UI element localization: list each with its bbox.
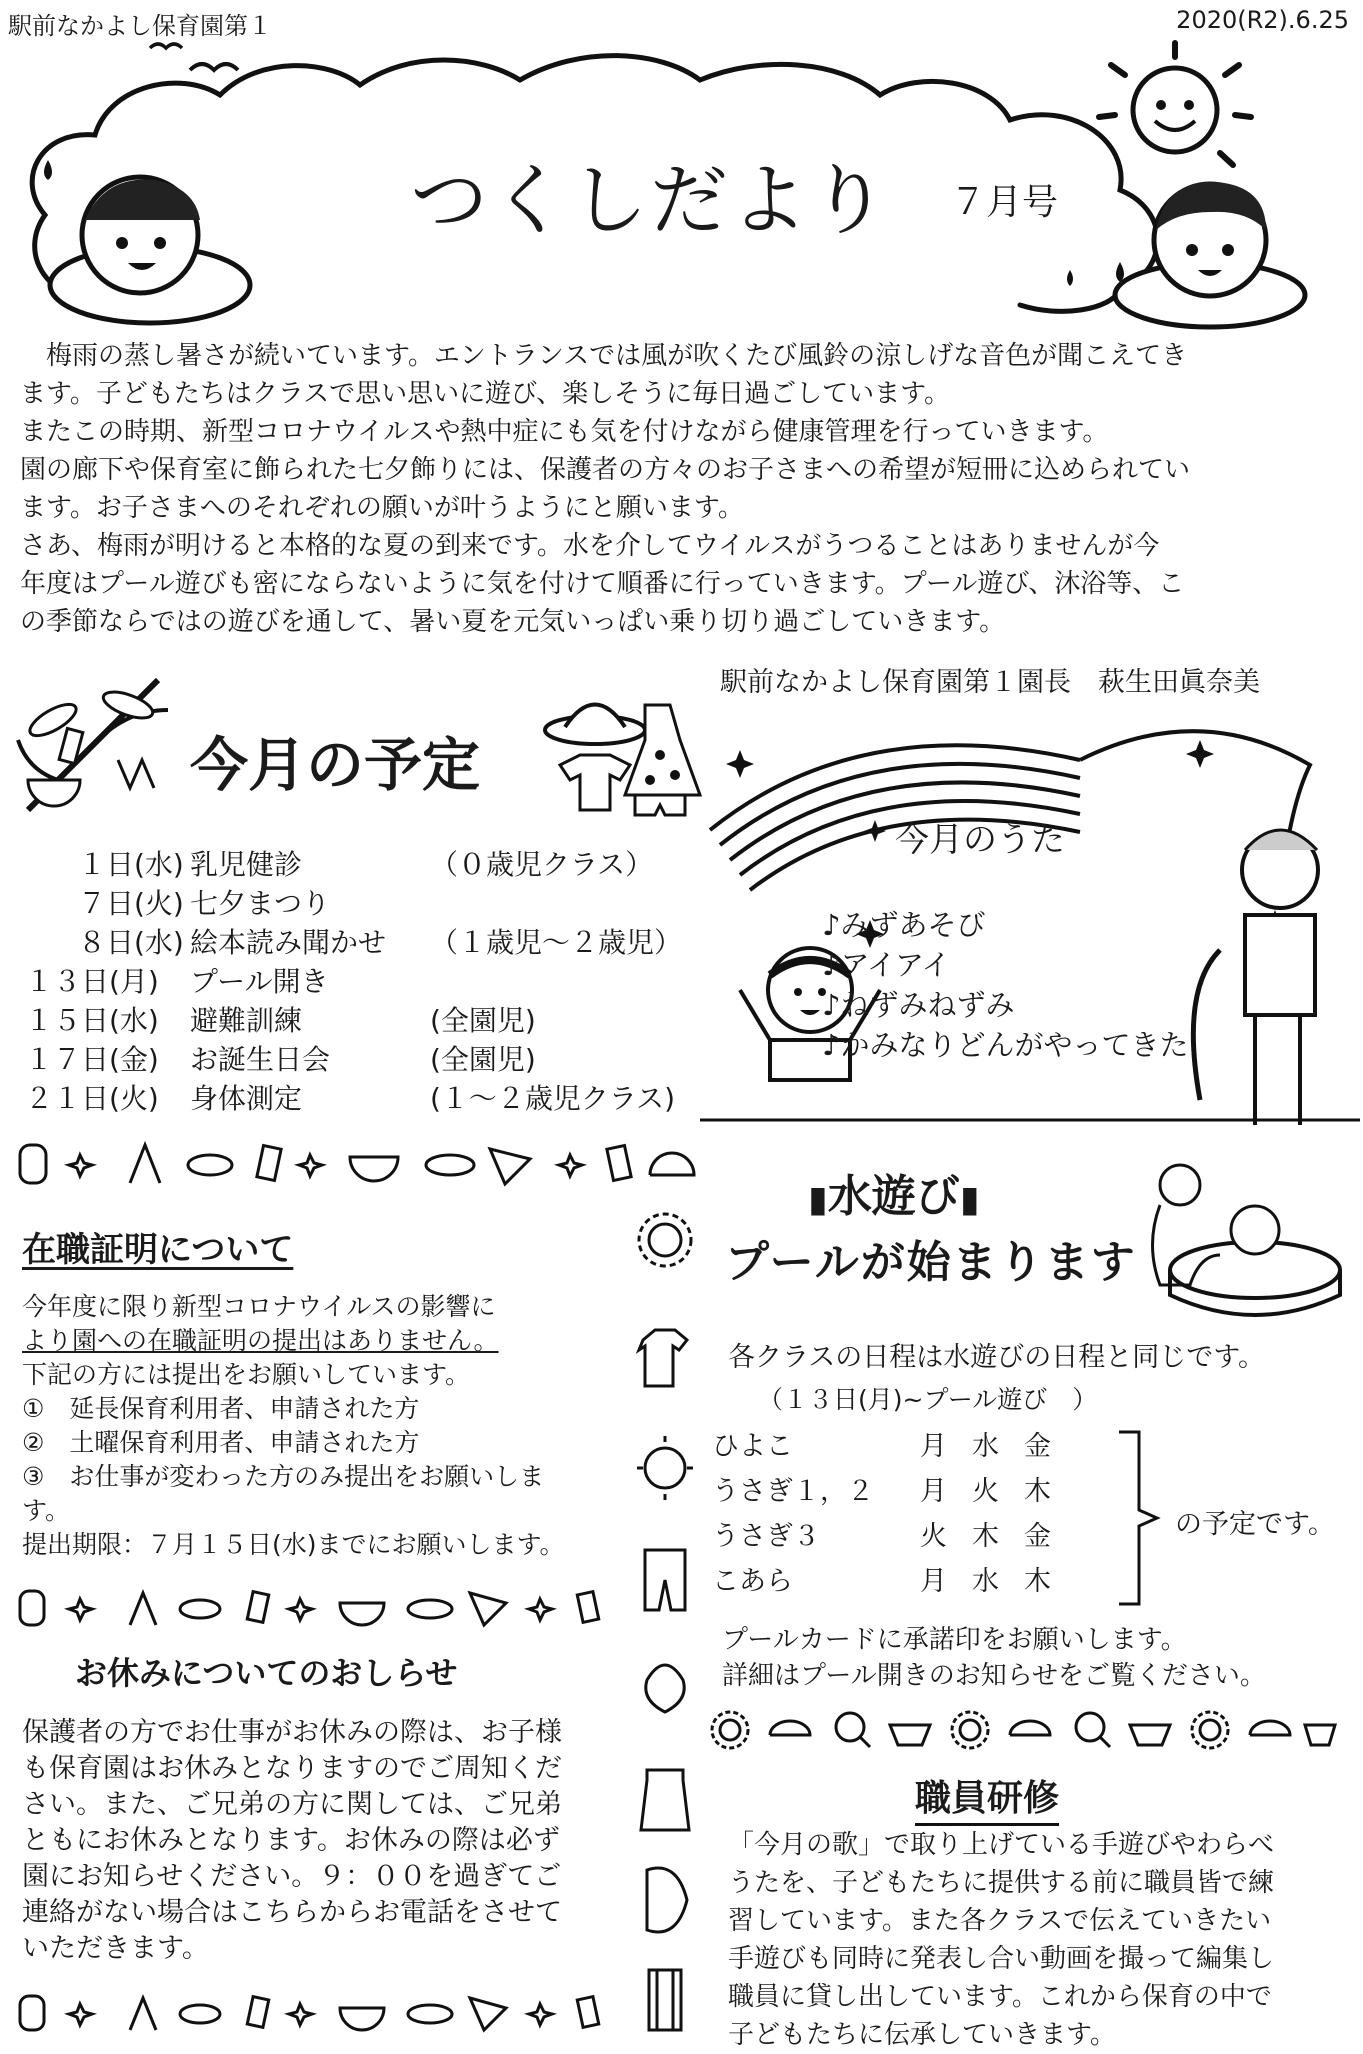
employment-cert-heading: 在職証明について xyxy=(22,1230,294,1270)
pool-schedule-sub: （１３日(月)~プール遊び ） xyxy=(758,1385,1098,1414)
employment-line: 今年度に限り新型コロナウイルスの影響に xyxy=(22,1292,496,1321)
issue-label: ７月号 xyxy=(950,182,1059,223)
event-date: １５日(水) xyxy=(25,1004,159,1037)
event-name: 乳児健診 xyxy=(190,848,303,881)
schedule-event xyxy=(50,845,653,885)
staff-line: うたを、子どもたちに提供する前に職員皆で練 xyxy=(728,1868,1275,1898)
class-day: 月 xyxy=(920,1566,947,1597)
water-play-heading xyxy=(808,1160,980,1224)
holiday-line: も保育園はお休みとなりますのでご周知くだ xyxy=(22,1753,562,1784)
issue-date: 2020(R2).6.25 xyxy=(1176,6,1349,34)
holiday-line: 園にお知らせください。９：００を過ぎてご xyxy=(22,1861,562,1892)
event-date: １３日(月) xyxy=(25,965,159,998)
event-name: 七夕まつり xyxy=(190,887,331,920)
pool-footer-notes xyxy=(722,1622,1266,1694)
event-note: （０歳児クラス） xyxy=(430,848,654,881)
pool-icons-border xyxy=(700,1705,1340,1755)
employment-line: ③ お仕事が変わった方のみ提出をお願いしま xyxy=(22,1462,545,1491)
summer-clothes-illustration xyxy=(540,685,710,815)
schedule-event xyxy=(50,884,430,924)
class-name: うさぎ１，２ xyxy=(712,1476,874,1507)
class-day: 木 xyxy=(1024,1476,1051,1507)
staff-line: 子どもたちに伝承していきます。 xyxy=(728,2020,1116,2050)
summer-icons-border xyxy=(10,1990,630,2040)
employment-line: ② 土曜保育利用者、申請された方 xyxy=(22,1428,420,1457)
songs-heading: 今月のうた xyxy=(895,820,1065,860)
employment-cert-body xyxy=(22,1290,632,1562)
event-name: プール開き xyxy=(190,965,329,998)
class-day: 月 xyxy=(920,1431,947,1462)
event-note: (１～２歳児クラス) xyxy=(430,1082,676,1115)
pool-class-row xyxy=(712,1470,1051,1514)
class-name: こあら xyxy=(712,1566,793,1597)
intro-line: 梅雨の蒸し暑さが続いています。エントランスでは風が吹くたび風鈴の涼しげな音色が聞こえてき xyxy=(20,341,1188,371)
holiday-line: 保護者の方でお仕事がお休みの際は、お子様 xyxy=(22,1717,562,1748)
event-name: 身体測定 xyxy=(190,1082,303,1115)
songs-list xyxy=(822,905,1189,1065)
pool-start-heading: プールが始まります xyxy=(725,1237,1137,1288)
schedule-event xyxy=(25,1001,536,1041)
song-item: ♪ねずみねずみ xyxy=(822,988,1015,1022)
event-date: ８日(水) xyxy=(50,926,184,959)
water-play-title: 水遊び xyxy=(827,1171,960,1222)
event-name: お誕生日会 xyxy=(190,1043,331,1076)
song-item: ♪アイアイ xyxy=(822,948,951,982)
employment-line: す。 xyxy=(22,1496,71,1525)
class-day: 水 xyxy=(972,1566,999,1597)
schedule-heading: 今月の予定 xyxy=(190,731,481,799)
intro-line: ます。子どもたちはクラスで思い思いに遊び、楽しそうに毎日過ごしています。 xyxy=(20,379,951,409)
class-name: うさぎ３ xyxy=(712,1521,820,1552)
class-day: 木 xyxy=(972,1521,999,1552)
summer-icons-border xyxy=(10,1135,700,1195)
event-note: (全園児) xyxy=(430,1004,536,1037)
child-in-pool-illustration xyxy=(1135,1150,1345,1320)
employment-line: ① 延長保育利用者、申請された方 xyxy=(22,1394,420,1423)
employment-line: 下記の方には提出をお願いしています。 xyxy=(22,1360,471,1389)
holiday-line: 連絡がない場合はこちらからお電話をさせて xyxy=(22,1897,562,1928)
class-day: 金 xyxy=(1024,1431,1051,1462)
pool-class-row xyxy=(712,1560,1051,1604)
schedule-event xyxy=(25,1079,675,1119)
org-name: 駅前なかよし保育園第１ xyxy=(8,12,272,40)
summer-icons-border xyxy=(10,1585,630,1635)
event-date: ２１日(火) xyxy=(25,1082,159,1115)
class-day: 月 xyxy=(920,1476,947,1507)
holiday-line: ともにお休みとなります。お休みの際は必ず xyxy=(22,1825,560,1856)
class-name: ひよこ xyxy=(712,1431,793,1462)
staff-line: 習しています。また各クラスで伝えていきたい xyxy=(728,1906,1272,1936)
staff-line: 手遊びも同時に発表し合い動画を撮って編集し xyxy=(728,1944,1275,1974)
song-item: ♪かみなりどんがやってきた xyxy=(822,1028,1189,1062)
intro-line: 年度はプール遊びも密にならないように気を付けて順番に行っていきます。プール遊び、沐浴等、こ xyxy=(20,569,1185,599)
pool-footer-line: 詳細はプール開きのお知らせをご覧ください。 xyxy=(722,1661,1266,1691)
pool-class-row xyxy=(712,1515,1051,1559)
child-swim-ring-right-illustration xyxy=(1110,170,1310,330)
child-swim-ring-left-illustration xyxy=(40,165,260,330)
tanabata-bamboo-illustration xyxy=(8,660,178,820)
swimsuit-icon: ▮ xyxy=(959,1179,980,1220)
event-date: ７日(火) xyxy=(50,887,184,920)
swimsuit-icon: ▮ xyxy=(808,1179,828,1220)
employment-line: 提出期限：７月１５日(水)までにお願いします。 xyxy=(22,1530,565,1559)
holiday-line: いただきます。 xyxy=(22,1933,209,1964)
event-name: 避難訓練 xyxy=(190,1004,303,1037)
pool-plan-note: の予定です。 xyxy=(1175,1509,1335,1540)
class-day: 火 xyxy=(972,1476,999,1507)
class-day: 水 xyxy=(972,1431,999,1462)
schedule-event xyxy=(25,962,430,1002)
staff-training-body xyxy=(728,1826,1348,2054)
staff-training-heading: 職員研修 xyxy=(915,1770,1059,1826)
event-name: 絵本読み聞かせ xyxy=(190,926,387,959)
pool-footer-line: プールカードに承諾印をお願いします。 xyxy=(722,1625,1187,1655)
holiday-body xyxy=(22,1715,622,1967)
intro-line: またこの時期、新型コロナウイルスや熱中症にも気を付けながら健康管理を行っていきます。 xyxy=(20,417,1109,447)
pool-schedule-intro: 各クラスの日程は水遊びの日程と同じです。 xyxy=(728,1342,1266,1373)
event-date: １日(水) xyxy=(50,848,184,881)
event-note: （１歳児～２歳児） xyxy=(430,926,683,959)
staff-line: 職員に貸し出しています。これから保育の中で xyxy=(728,1982,1272,2012)
staff-line: 「今月の歌」で取り上げている手遊びやわらべ xyxy=(728,1830,1275,1860)
song-item: ♪みずあそび xyxy=(822,908,986,942)
holiday-line: さい。また、ご兄弟の方に関しては、ご兄弟 xyxy=(22,1789,562,1820)
intro-line: の季節ならではの遊びを通して、暑い夏を元気いっぱい乗り切り過ごしていきます。 xyxy=(20,607,1006,637)
class-day: 火 xyxy=(920,1521,947,1552)
summer-icons-column xyxy=(635,1210,695,2040)
class-day: 木 xyxy=(1024,1566,1051,1597)
schedule-event xyxy=(25,1040,536,1080)
brace-bracket xyxy=(1115,1428,1165,1608)
schedule-event xyxy=(50,923,682,963)
intro-line: さあ、梅雨が明けると本格的な夏の到来です。水を介してウイルスがうつることはありませんが今 xyxy=(20,531,1160,561)
employment-line: より園への在職証明の提出はありません。 xyxy=(22,1326,499,1355)
intro-line: ます。お子さまへのそれぞれの願いが叶うようにと願います。 xyxy=(20,493,744,523)
intro-line: 園の廊下や保育室に飾られた七夕飾りには、保護者の方々のお子さまへの希望が短冊に込められてい xyxy=(20,455,1191,485)
newsletter-title: つくしだより xyxy=(410,156,891,246)
class-day: 金 xyxy=(1024,1521,1051,1552)
principal-signature: 駅前なかよし保育園第１園長 萩生田眞奈美 xyxy=(720,667,1260,698)
event-note: (全園児) xyxy=(430,1043,536,1076)
intro-message xyxy=(20,337,1330,641)
event-date: １７日(金) xyxy=(25,1043,159,1076)
pool-class-row xyxy=(712,1425,1051,1469)
holiday-heading: お休みについてのおしらせ xyxy=(75,1654,458,1692)
